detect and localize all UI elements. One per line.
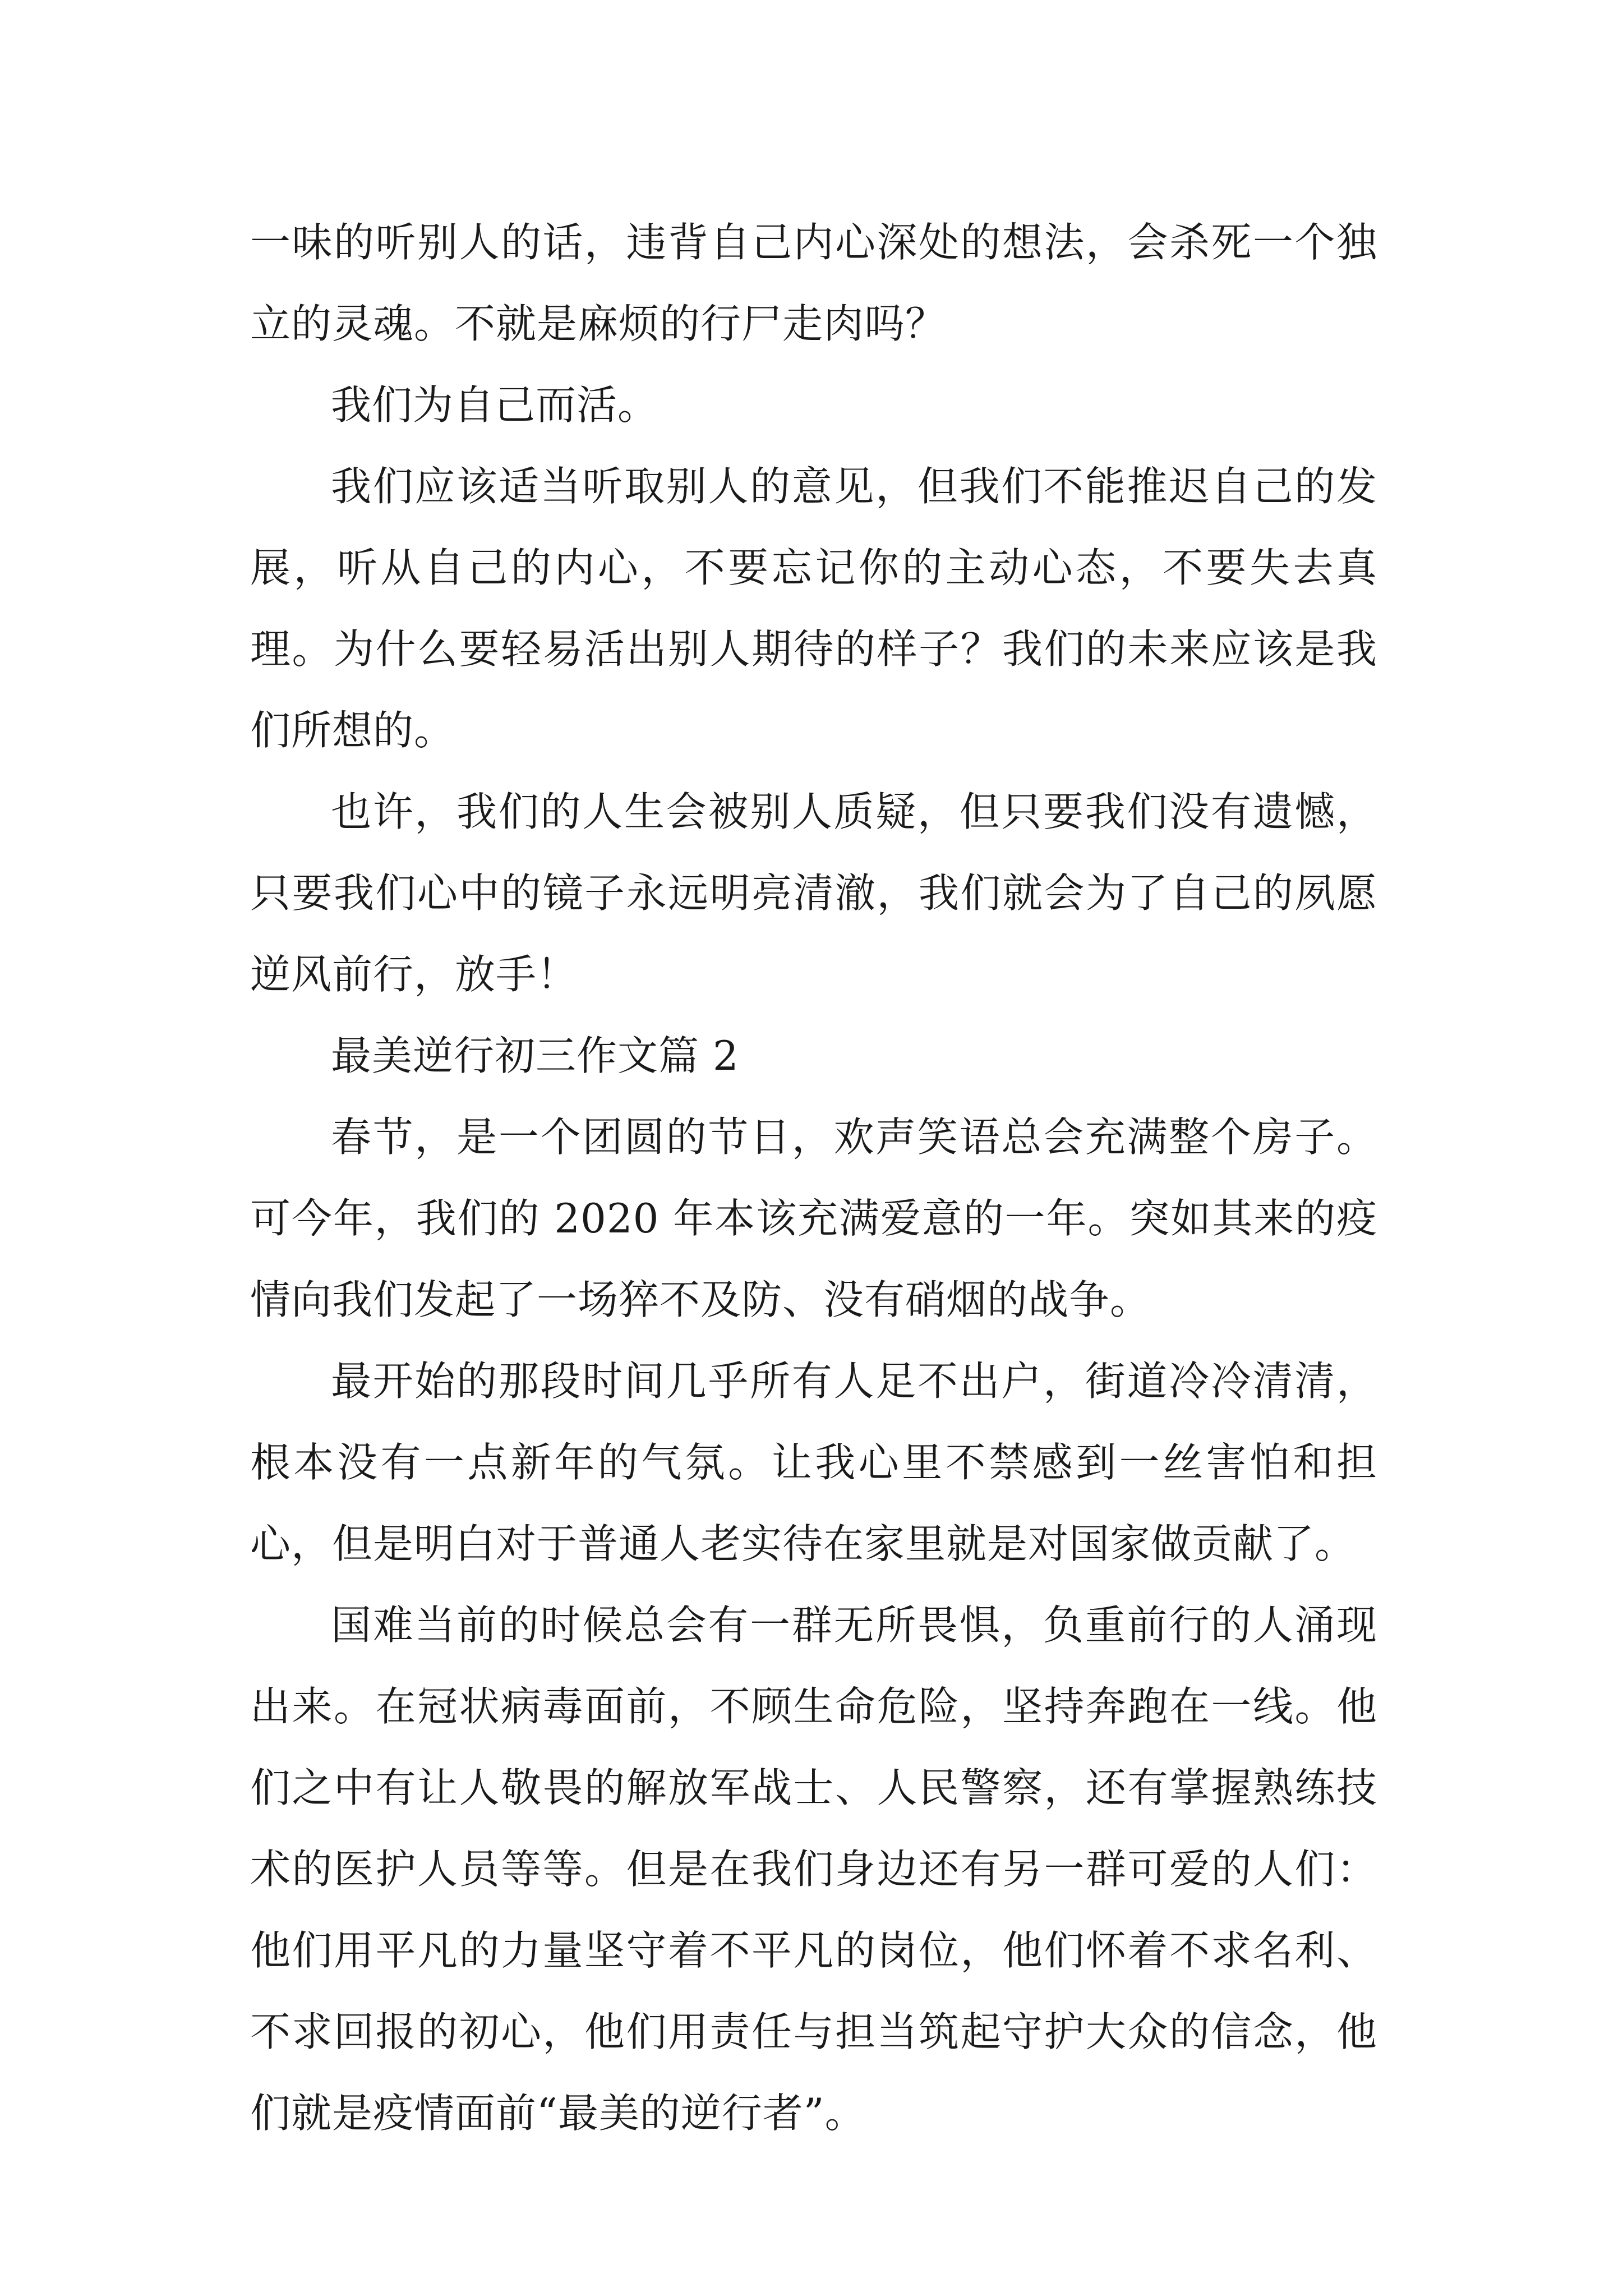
paragraph-7: 国难当前的时候总会有一群无所畏惧，负重前行的人涌现出来。在冠状病毒面前，不顾生命危险，坚持奔跑在一线。他们之中有让人敬畏的解放军战士、人民警察，还有掌握熟练技术的医护人员等等。但是在我们身边还有另一群可爱的人们：他们用平凡的力量坚守着不平凡的岗位，他们怀着不求名利、不求回报的初心，他们用责任与担当筑起守护大众的信念，他们就是疫情面前“最美的逆行者”。 xyxy=(250,1602,1377,2137)
paragraph-3: 我们应该适当听取别人的意见，但我们不能推迟自己的发展，听从自己的内心，不要忘记你的主动心态，不要失去真理。为什么要轻易活出别人期待的样子？我们的未来应该是我们所想的。 xyxy=(250,463,1377,754)
section-heading: 最美逆行初三作文篇 2 xyxy=(331,1032,739,1079)
paragraph-2: 我们为自己而活。 xyxy=(331,381,659,429)
paragraph-1: 一味的听别人的话，违背自己内心深处的想法，会杀死一个独立的灵魂。不就是麻烦的行尸走肉吗？ xyxy=(250,219,1377,347)
paragraph-5: 春节，是一个团圆的节日，欢声笑语总会充满整个房子。可今年，我们的 2020 年本该充满爱意的一年。突如其来的疫情向我们发起了一场猝不及防、没有硝烟的战争。 xyxy=(250,1114,1377,1323)
paragraph-4: 也许，我们的人生会被别人质疑，但只要我们没有遗憾，只要我们心中的镜子永远明亮清澈，我们就会为了自己的夙愿逆风前行，放手！ xyxy=(250,788,1377,998)
paragraph-6: 最开始的那段时间几乎所有人足不出户，街道冷冷清清，根本没有一点新年的气氛。让我心里不禁感到一丝害怕和担心，但是明白对于普通人老实待在家里就是对国家做贡献了。 xyxy=(250,1358,1377,1567)
document-body xyxy=(250,202,1377,2154)
